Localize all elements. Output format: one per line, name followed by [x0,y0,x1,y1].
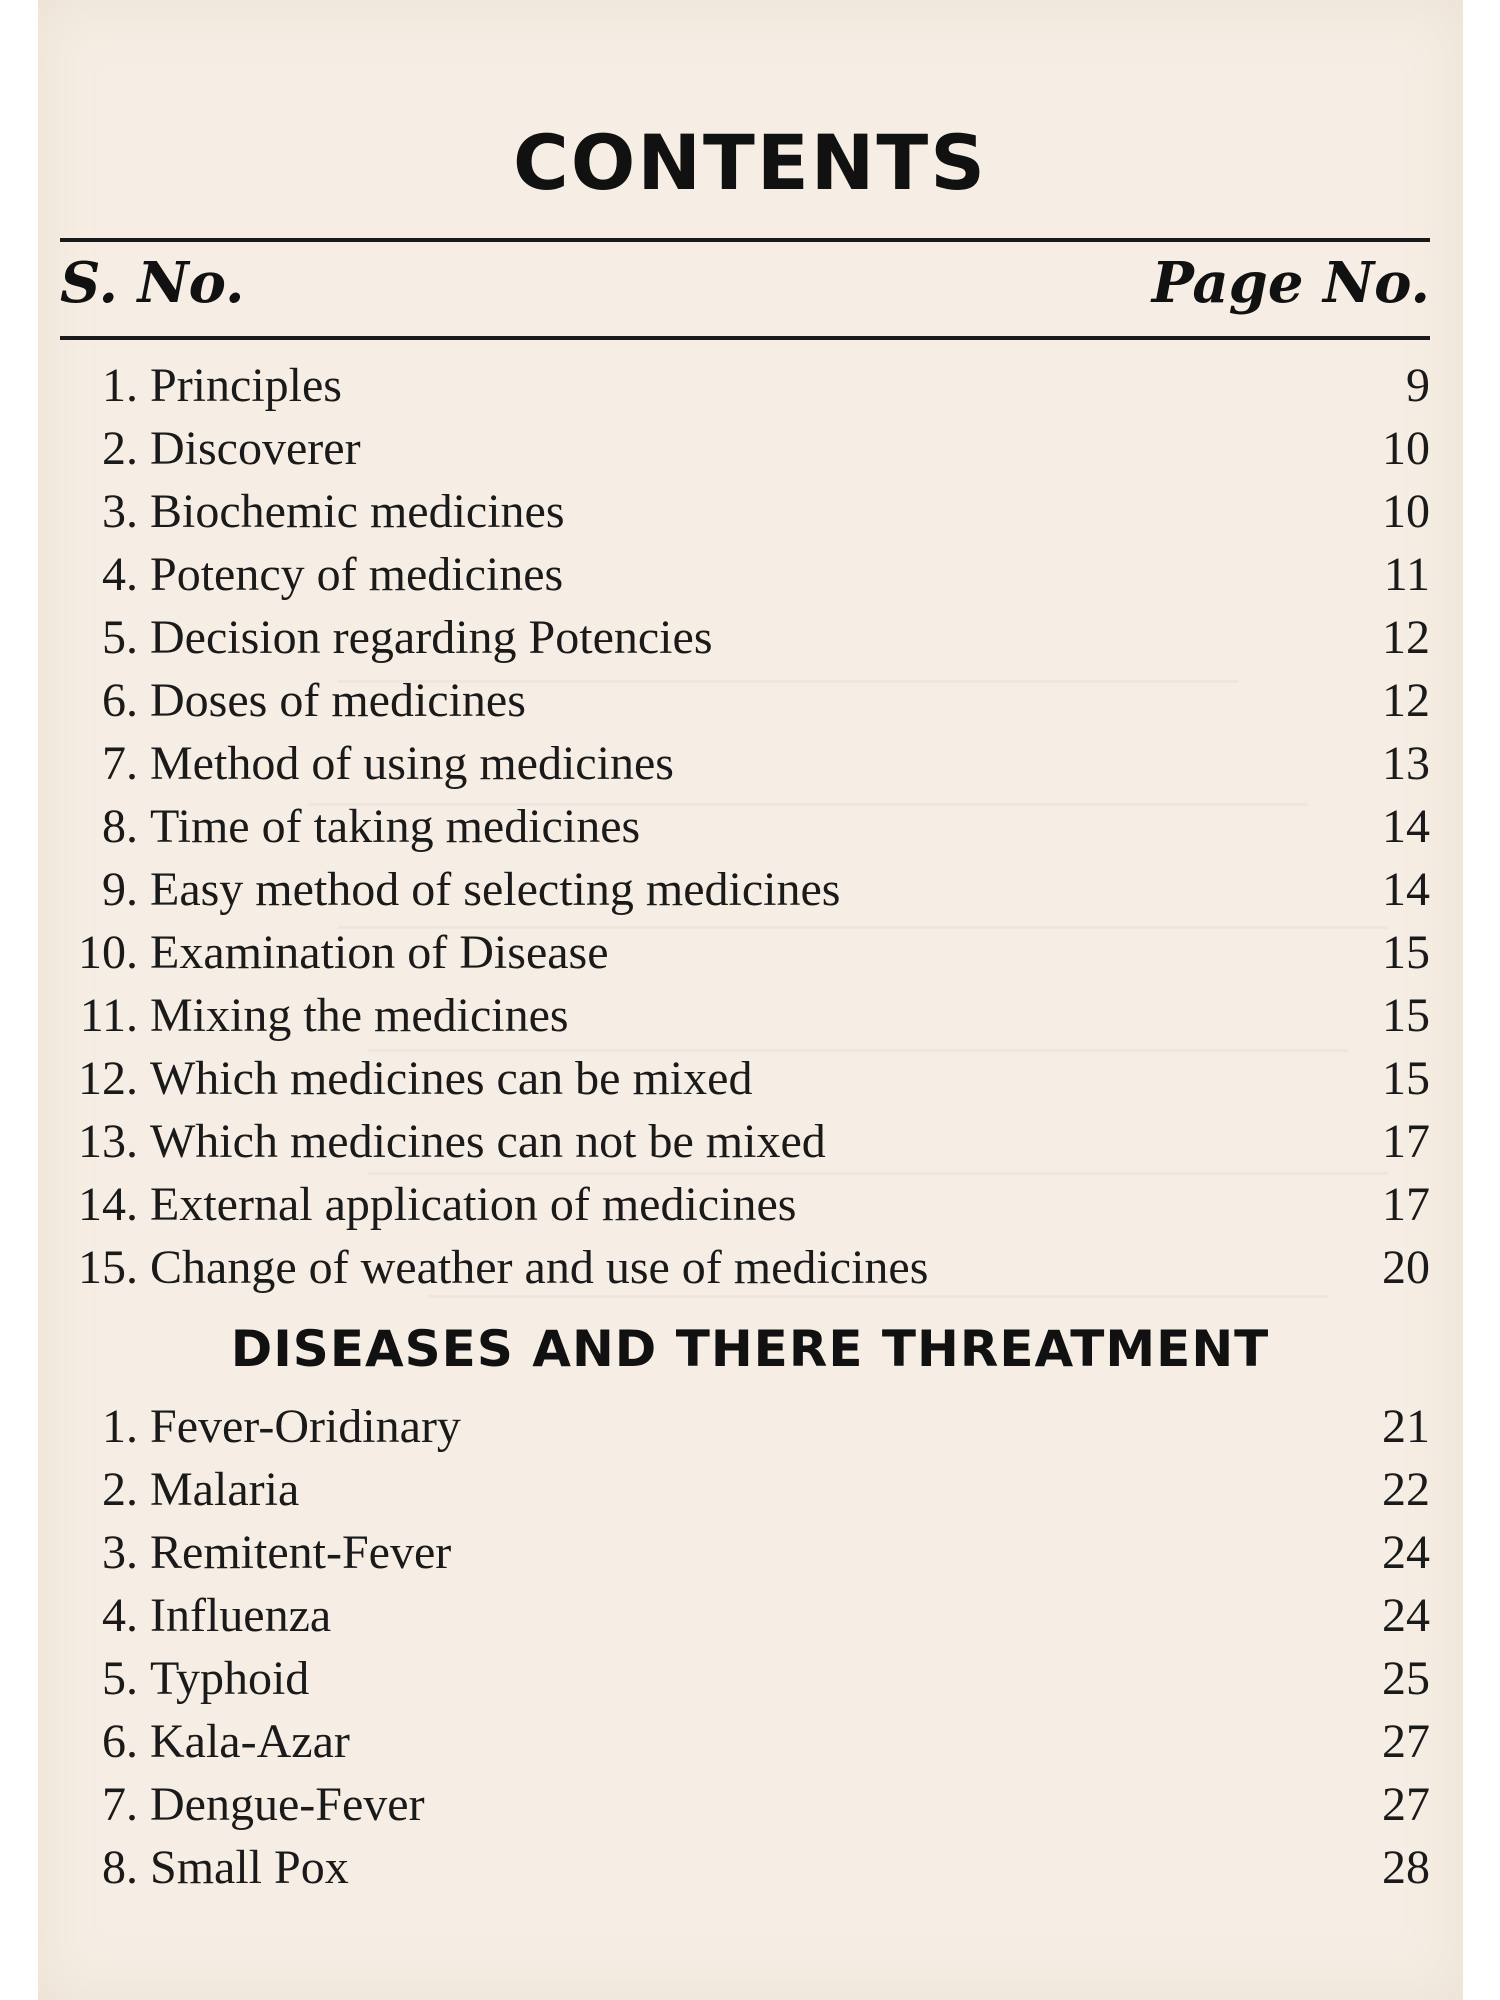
contents-entry [60,1710,1430,1773]
entry-number: 9. [102,863,138,916]
entry-page-number: 14 [1382,863,1430,916]
entry-number: 5. [102,1652,138,1705]
entry-title: Kala-Azar [150,1715,350,1768]
entry-page-number: 17 [1382,1178,1430,1231]
contents-entry [60,1521,1430,1584]
entry-number: 4. [102,548,138,601]
contents-entry [60,1047,1430,1110]
entry-title: Typhoid [150,1652,310,1705]
entry-number: 6. [102,1715,138,1768]
entry-number: 2. [102,422,138,475]
entry-title: Discoverer [150,422,361,475]
contents-entry [60,1173,1430,1236]
entry-number: 12. [78,1052,138,1105]
entry-page-number: 15 [1382,989,1430,1042]
entry-title: Change of weather and use of medicines [150,1241,929,1294]
entry-number: 5. [102,611,138,664]
contents-entry [60,1584,1430,1647]
entry-title: Biochemic medicines [150,485,565,538]
entry-title: Which medicines can not be mixed [150,1115,826,1168]
entry-number: 10. [78,926,138,979]
entry-title: Easy method of selecting medicines [150,863,841,916]
entry-title: Small Pox [150,1841,349,1894]
entry-title: Doses of medicines [150,674,526,727]
entry-page-number: 24 [1382,1526,1430,1579]
entry-title: Method of using medicines [150,737,674,790]
entry-page-number: 27 [1382,1778,1430,1831]
entry-number: 7. [102,1778,138,1831]
header-top-rule [60,238,1430,242]
entry-page-number: 14 [1382,800,1430,853]
entry-page-number: 15 [1382,926,1430,979]
contents-entry [60,921,1430,984]
entry-title: Dengue-Fever [150,1778,425,1831]
entry-title: Decision regarding Potencies [150,611,713,664]
column-header-row [60,250,1430,330]
entry-number: 4. [102,1589,138,1642]
entry-number: 8. [102,800,138,853]
entry-page-number: 10 [1382,422,1430,475]
entry-number: 14. [78,1178,138,1231]
entry-page-number: 17 [1382,1115,1430,1168]
entry-number: 2. [102,1463,138,1516]
contents-entry [60,480,1430,543]
contents-entry [60,417,1430,480]
serial-number-header: S. No. [60,250,245,316]
entry-title: Time of taking medicines [150,800,641,853]
contents-entry [60,606,1430,669]
contents-entry [60,1773,1430,1836]
entry-page-number: 27 [1382,1715,1430,1768]
entry-title: Which medicines can be mixed [150,1052,753,1105]
entry-title: Potency of medicines [150,548,564,601]
entry-page-number: 21 [1382,1400,1430,1453]
entry-page-number: 24 [1382,1589,1430,1642]
entry-title: Mixing the medicines [150,989,569,1042]
introduction-contents-list [60,354,1430,1299]
entry-page-number: 11 [1383,548,1430,601]
contents-entry [60,1647,1430,1710]
page-number-header: Page No. [1151,250,1430,316]
entry-page-number: 13 [1382,737,1430,790]
entry-title: External application of medicines [150,1178,797,1231]
entry-title: Principles [150,359,342,412]
entry-number: 1. [102,1400,138,1453]
contents-entry [60,1236,1430,1299]
entry-number: 1. [102,359,138,412]
entry-number: 6. [102,674,138,727]
entry-title: Fever-Oridinary [150,1400,461,1453]
entry-page-number: 9 [1406,359,1430,412]
entry-title: Influenza [150,1589,332,1642]
contents-entry [60,1395,1430,1458]
entry-number: 15. [78,1241,138,1294]
contents-entry [60,795,1430,858]
entry-page-number: 10 [1382,485,1430,538]
header-bottom-rule [60,336,1430,340]
entry-page-number: 22 [1382,1463,1430,1516]
diseases-section-heading: DISEASES AND THERE THREATMENT [230,1320,1270,1378]
contents-entry [60,543,1430,606]
entry-page-number: 15 [1382,1052,1430,1105]
contents-entry [60,669,1430,732]
entry-page-number: 12 [1382,611,1430,664]
entry-number: 8. [102,1841,138,1894]
entry-number: 11. [79,989,138,1042]
entry-title: Malaria [150,1463,300,1516]
entry-page-number: 28 [1382,1841,1430,1894]
contents-title: CONTENTS [513,118,987,207]
contents-entry [60,354,1430,417]
entry-page-number: 12 [1382,674,1430,727]
entry-title: Examination of Disease [150,926,609,979]
entry-page-number: 20 [1382,1241,1430,1294]
entry-number: 13. [78,1115,138,1168]
entry-number: 3. [102,1526,138,1579]
entry-page-number: 25 [1382,1652,1430,1705]
diseases-contents-list [60,1395,1430,1899]
entry-number: 3. [102,485,138,538]
contents-entry [60,1836,1430,1899]
contents-entry [60,1458,1430,1521]
contents-entry [60,984,1430,1047]
contents-entry [60,732,1430,795]
contents-entry [60,1110,1430,1173]
contents-entry [60,858,1430,921]
entry-number: 7. [102,737,138,790]
entry-title: Remitent-Fever [150,1526,452,1579]
